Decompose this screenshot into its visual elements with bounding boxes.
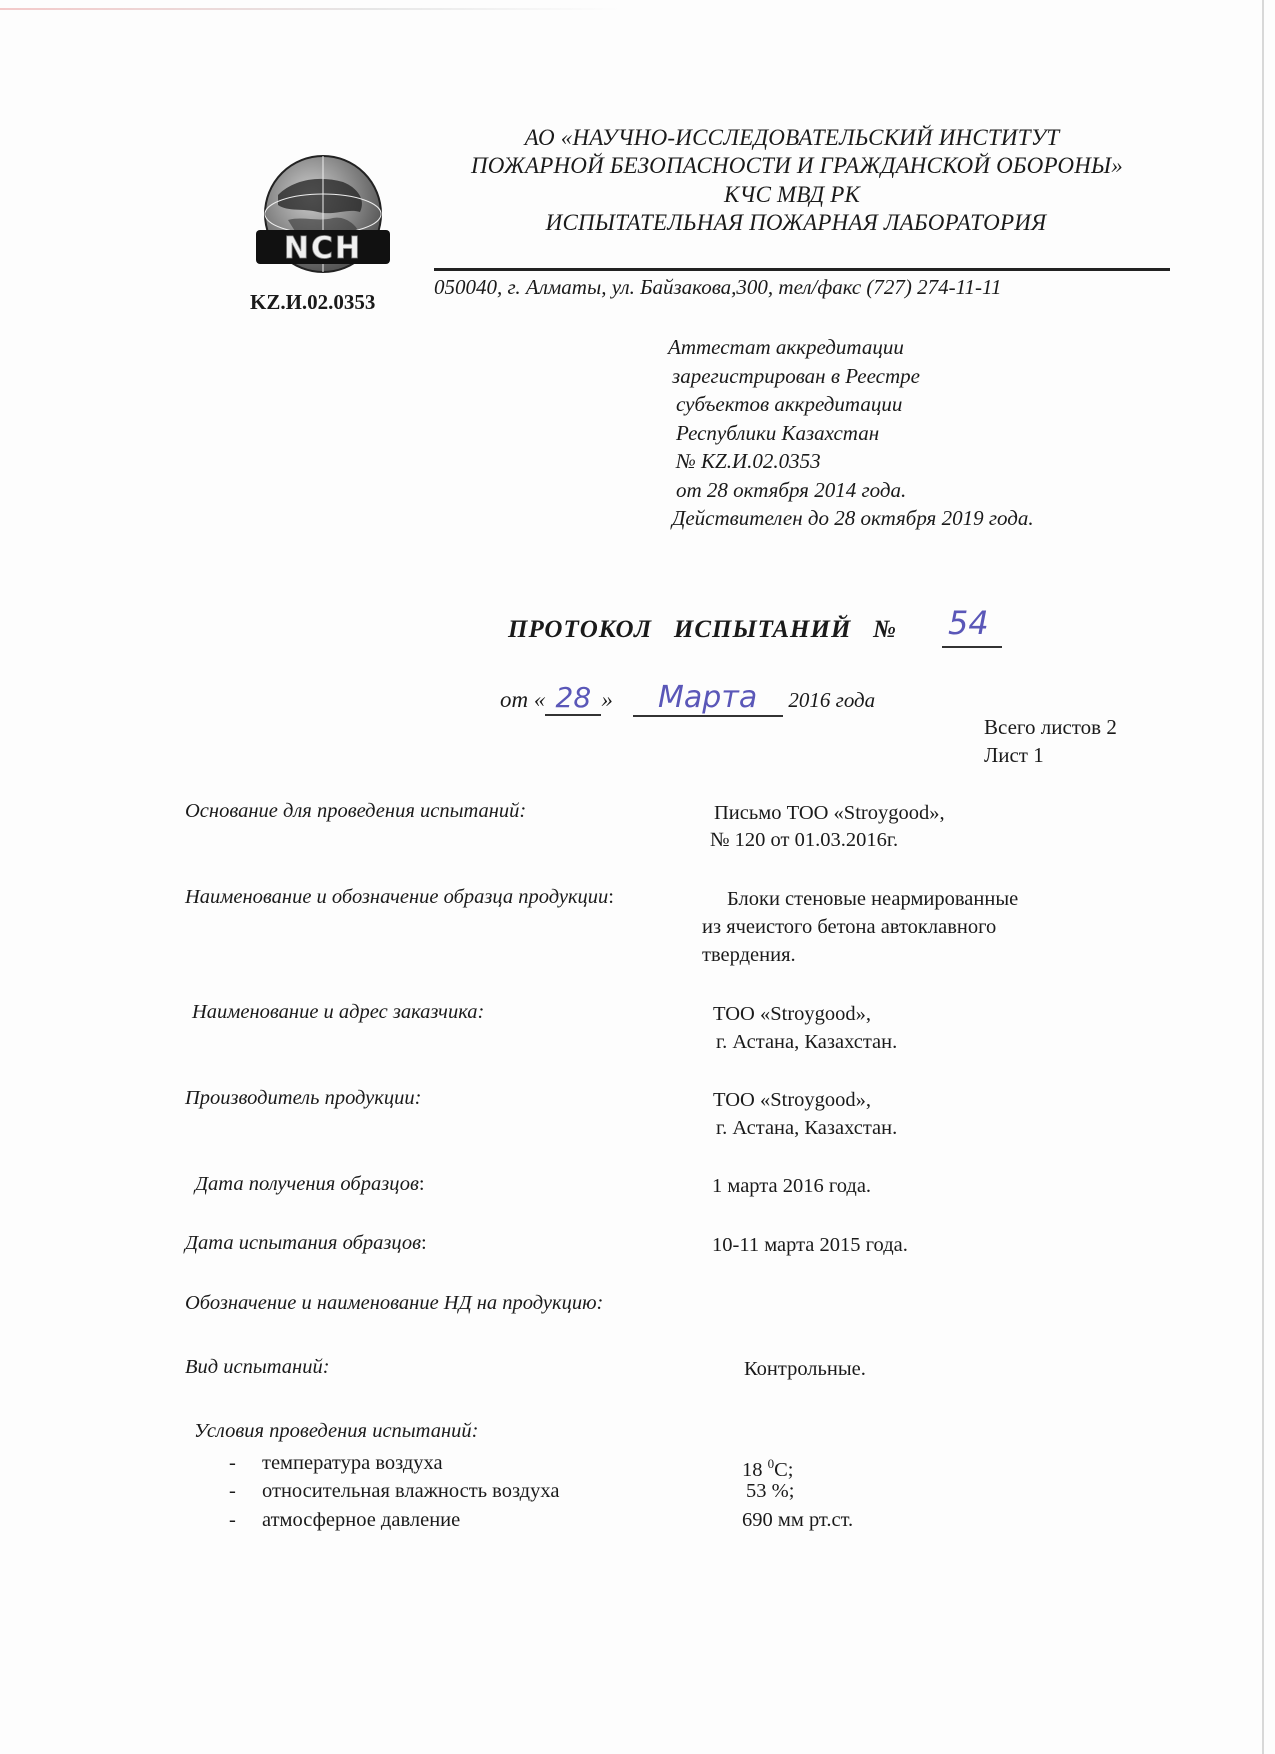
logo-code: KZ.И.02.0353 (250, 290, 376, 314)
conditions-label: Условия проведения испытаний: (194, 1420, 479, 1442)
header-rule (434, 268, 1170, 271)
accreditation-line: Аттестат аккредитации (668, 335, 904, 359)
org-line-2: ПОЖАРНОЙ БЕЗОПАСНОСТИ И ГРАЖДАНСКОЙ ОБОРОНЫ» (470, 153, 1123, 178)
received-label (195, 1173, 425, 1196)
accreditation-line: Республики Казахстан (676, 420, 880, 445)
accreditation-line: от 28 октября 2014 года. (676, 477, 907, 502)
maker-value-1: ТОО «Stroygood», (713, 1089, 872, 1111)
nd-label: Обозначение и наименование НД на продукцию: (185, 1292, 604, 1314)
maker-label: Производитель продукции: (185, 1087, 422, 1109)
sample-label (185, 886, 614, 909)
received-colon: : (418, 1173, 425, 1195)
condition-unit: С; (774, 1458, 794, 1481)
sheets-total: Всего листов 2 (984, 715, 1117, 739)
protocol-title-text: ПРОТОКОЛ ИСПЫТАНИЙ № (508, 616, 898, 643)
org-line-1: АО «НАУЧНО-ИССЛЕДОВАТЕЛЬСКИЙ ИНСТИТУТ (524, 125, 1060, 150)
condition-name: температура воздуха (262, 1452, 443, 1474)
date-year: 2016 года (788, 688, 876, 712)
test-type-label: Вид испытаний: (185, 1356, 330, 1378)
sample-value-2: из ячеистого бетона автоклавного (702, 916, 997, 938)
tested-label (185, 1232, 427, 1255)
number-underline (942, 646, 1002, 648)
lab-address: 050040, г. Алматы, ул. Байзакова,300, тел/факс (727) 274-11-11 (434, 275, 1002, 299)
date-day: 28 (545, 681, 601, 716)
sample-label-text: Наименование и обозначение образца продукции (185, 886, 609, 908)
protocol-title (508, 616, 897, 644)
sheets-current: Лист 1 (984, 743, 1044, 767)
sample-colon: : (608, 886, 614, 908)
maker-value-2: г. Астана, Казахстан. (716, 1117, 898, 1139)
sheet-count (984, 713, 1117, 769)
received-label-text: Дата получения образцов (195, 1173, 419, 1195)
received-value: 1 марта 2016 года. (712, 1175, 872, 1197)
protocol-date (500, 680, 875, 717)
org-line-4: ИСПЫТАТЕЛЬНАЯ ПОЖАРНАЯ ЛАБОРАТОРИЯ (545, 210, 1047, 235)
test-type-value: Контрольные. (744, 1358, 866, 1380)
date-prefix: от « (500, 687, 546, 712)
condition-dash: - (229, 1452, 236, 1474)
accreditation-line: субъектов аккредитации (676, 392, 903, 416)
date-mid: » (601, 687, 613, 712)
sample-value-1: Блоки стеновые неармированные (727, 888, 1019, 910)
condition-dash: - (229, 1509, 236, 1531)
condition-name: относительная влажность воздуха (262, 1480, 560, 1502)
basis-label: Основание для проведения испытаний: (185, 800, 527, 822)
basis-value-1: Письмо ТОО «Stroygood», (714, 802, 945, 824)
customer-value-1: ТОО «Stroygood», (713, 1003, 872, 1025)
condition-value: 690 мм рт.ст. (742, 1509, 854, 1531)
org-line-3: КЧС МВД РК (724, 182, 860, 207)
protocol-number: 54 (948, 604, 989, 642)
condition-value: 53 %; (746, 1480, 795, 1502)
sample-value-3: твердения. (702, 944, 796, 966)
accreditation-line: зарегистрирован в Реестре (672, 363, 920, 388)
date-month: Марта (633, 680, 783, 717)
accreditation-line: Действителен до 28 октября 2019 года. (672, 506, 1034, 530)
tested-label-text: Дата испытания образцов (185, 1232, 422, 1254)
accreditation-line: № KZ.И.02.0353 (676, 449, 821, 473)
page-edge (1262, 0, 1264, 1754)
customer-label: Наименование и адрес заказчика: (192, 1001, 485, 1023)
tested-colon: : (421, 1232, 427, 1254)
degree-sup: 0 (767, 1456, 775, 1471)
condition-value-number: 18 (742, 1458, 768, 1481)
tested-value: 10-11 марта 2015 года. (712, 1234, 908, 1256)
logo-text: NCH (283, 231, 363, 266)
condition-dash: - (229, 1480, 236, 1502)
accreditation-block (668, 333, 1034, 533)
condition-name: атмосферное давление (262, 1509, 461, 1531)
institute-logo (248, 150, 398, 285)
basis-value-2: № 120 от 01.03.2016г. (710, 829, 899, 851)
customer-value-2: г. Астана, Казахстан. (716, 1031, 898, 1053)
scan-artifact (0, 8, 620, 10)
